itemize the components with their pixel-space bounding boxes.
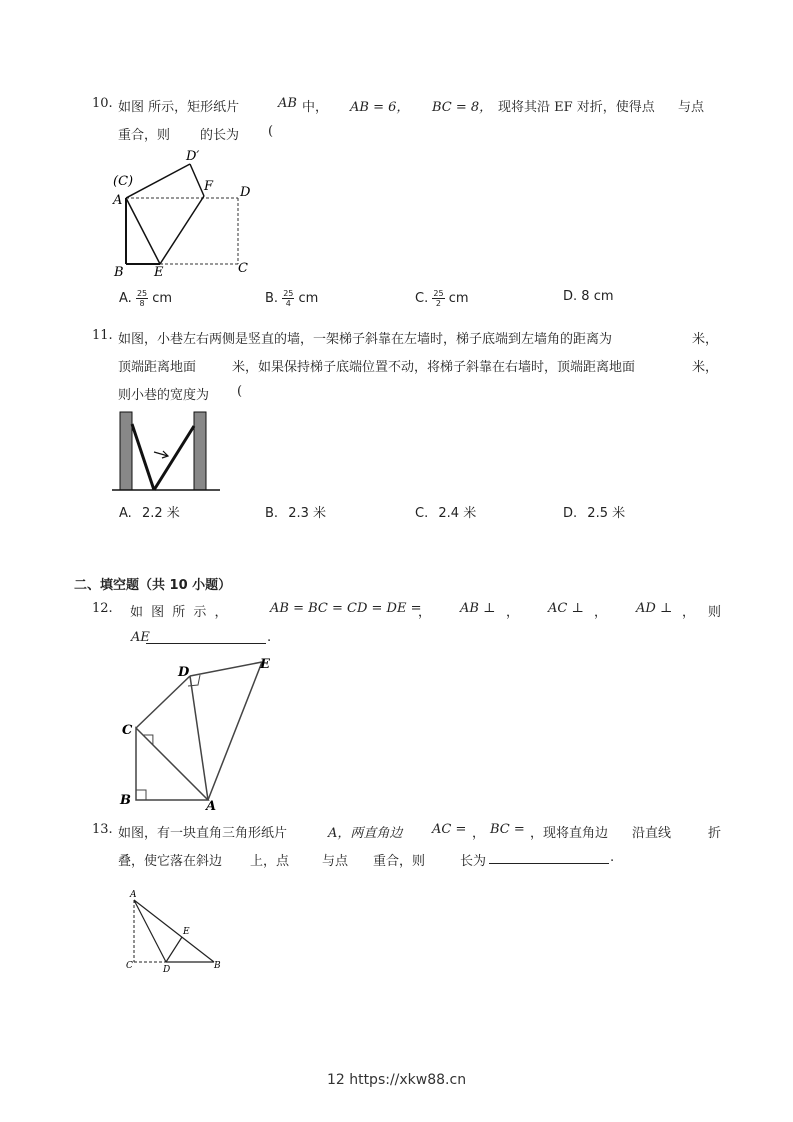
option-letter: B. xyxy=(265,506,279,521)
fraction: $\frac{25}{2}$ xyxy=(433,289,444,308)
question-text: 如图，有一块直角三角形纸片 xyxy=(118,826,288,841)
section-heading: 二、填空题（共 10 小题） xyxy=(74,578,232,593)
fraction: $\frac{25}{4}$ xyxy=(283,289,294,308)
question-text: 则小巷的宽度为 xyxy=(118,388,210,403)
math-text: AB ⊥ xyxy=(460,601,496,616)
math-text: AC ⊥ xyxy=(548,601,584,616)
option-letter: C. xyxy=(415,291,429,306)
option-value: 8 cm xyxy=(581,289,614,304)
question-number: 12. xyxy=(92,601,113,616)
question-text: 如图，小巷左右两侧是竖直的墙，一架梯子斜靠在左墙时，梯子底端到左墙角的距离为 xyxy=(118,332,613,347)
option-unit: 米 xyxy=(612,506,626,521)
option-c[interactable] xyxy=(415,502,476,521)
question-text: 米，如果保持梯子底端位置不动，将梯子斜靠在右墙时，顶端距离地面 xyxy=(232,360,636,375)
option-d[interactable] xyxy=(563,289,614,304)
question-text: ，现将直角边 xyxy=(530,826,609,841)
option-a[interactable] xyxy=(119,502,180,521)
option-unit: cm xyxy=(152,291,173,306)
page-footer: 12 https://xkw88.cn xyxy=(326,1072,467,1088)
question-text: 重合，则 xyxy=(118,128,171,143)
label-d: D xyxy=(163,965,171,974)
question-text: 则 xyxy=(708,605,722,620)
question-text: 上，点 xyxy=(250,854,290,869)
option-a[interactable] xyxy=(119,289,172,308)
math-text: AC = xyxy=(432,822,467,837)
label-a: A xyxy=(113,193,123,208)
question-text: ， xyxy=(682,605,696,620)
option-unit: cm xyxy=(298,291,319,306)
question-number: 13. xyxy=(92,822,113,837)
question-text: . xyxy=(267,630,272,645)
option-b[interactable] xyxy=(265,289,318,308)
label-b: B xyxy=(120,793,131,808)
label-f: F xyxy=(204,179,214,194)
label-c: C xyxy=(122,723,133,738)
question-text: 米， xyxy=(692,360,719,375)
option-letter: D. xyxy=(563,506,578,521)
alley-ladder-figure xyxy=(112,408,222,494)
question-text: ， xyxy=(506,605,520,620)
label-d-prime: D′ xyxy=(186,149,200,164)
answer-paren: ( xyxy=(237,384,243,399)
math-text: AB = 6， xyxy=(350,100,410,115)
option-c[interactable] xyxy=(415,289,469,308)
option-letter: D. xyxy=(563,289,578,304)
question-text: 叠，使它落在斜边 xyxy=(118,854,223,869)
question-text: 沿直线 xyxy=(632,826,672,841)
option-unit: 米 xyxy=(166,506,180,521)
label-e: E xyxy=(183,927,190,937)
question-text: 米， xyxy=(692,332,719,347)
question-text: 重合，则 xyxy=(373,854,426,869)
label-e: E xyxy=(154,265,164,280)
spiral-triangles-figure xyxy=(116,654,286,810)
option-value: 2.2 xyxy=(141,506,163,521)
question-text: 折 xyxy=(708,826,722,841)
math-text: A，两直角边 xyxy=(328,826,403,841)
math-text: BC = xyxy=(490,822,525,837)
option-unit: cm xyxy=(448,291,469,306)
question-text: 与点 xyxy=(678,100,705,115)
question-text: 如 图 所 示 ， xyxy=(130,605,228,620)
math-text: AE xyxy=(131,630,150,645)
math-text: AB xyxy=(278,96,297,111)
math-text: AD ⊥ xyxy=(636,601,673,616)
label-d: D xyxy=(240,185,251,200)
option-value: 2.5 xyxy=(587,506,608,521)
label-b: B xyxy=(214,961,221,971)
question-text: . xyxy=(610,850,615,865)
answer-paren: ( xyxy=(268,124,274,139)
option-letter: A. xyxy=(119,291,132,306)
label-a: A xyxy=(206,799,217,810)
option-letter: A. xyxy=(119,506,132,521)
label-e: E xyxy=(260,657,270,672)
answer-blank[interactable] xyxy=(146,628,266,644)
answer-blank[interactable] xyxy=(489,848,609,864)
option-b[interactable] xyxy=(265,502,326,521)
question-text: 如图 所示，矩形纸片 xyxy=(118,100,240,115)
label-a: A xyxy=(130,890,137,900)
label-d: D xyxy=(178,665,190,680)
question-text: 中， xyxy=(302,100,329,115)
option-unit: 米 xyxy=(463,506,477,521)
math-text: AB = BC = CD = DE = xyxy=(270,601,422,616)
label-b: B xyxy=(114,265,124,280)
fraction: $\frac{25}{8}$ xyxy=(136,289,148,308)
question-text: ， xyxy=(594,605,608,620)
option-d[interactable] xyxy=(563,502,625,521)
label-c: C xyxy=(238,261,248,276)
arrow-icon xyxy=(154,451,168,458)
option-unit: 米 xyxy=(313,506,327,521)
label-c: C xyxy=(126,961,133,971)
question-text: 现将其沿 EF 对折，使得点 xyxy=(498,100,655,115)
question-text: 的长为 xyxy=(200,128,240,143)
right-triangle-fold-figure xyxy=(122,886,232,974)
question-text: 顶端距离地面 xyxy=(118,360,197,375)
question-text: 与点 xyxy=(322,854,349,869)
question-number: 11. xyxy=(92,328,113,343)
option-letter: C. xyxy=(415,506,429,521)
math-text: BC = 8， xyxy=(432,100,493,115)
option-value: 2.4 xyxy=(438,506,460,521)
question-number: 10. xyxy=(92,96,113,111)
option-value: 2.3 xyxy=(288,506,309,521)
question-text: ， xyxy=(472,826,486,841)
rectangle-fold-figure xyxy=(108,148,268,280)
question-text: ， xyxy=(418,605,432,620)
label-c-paren: (C) xyxy=(113,174,134,189)
question-text: 长为 xyxy=(460,854,487,869)
option-letter: B. xyxy=(265,291,279,306)
